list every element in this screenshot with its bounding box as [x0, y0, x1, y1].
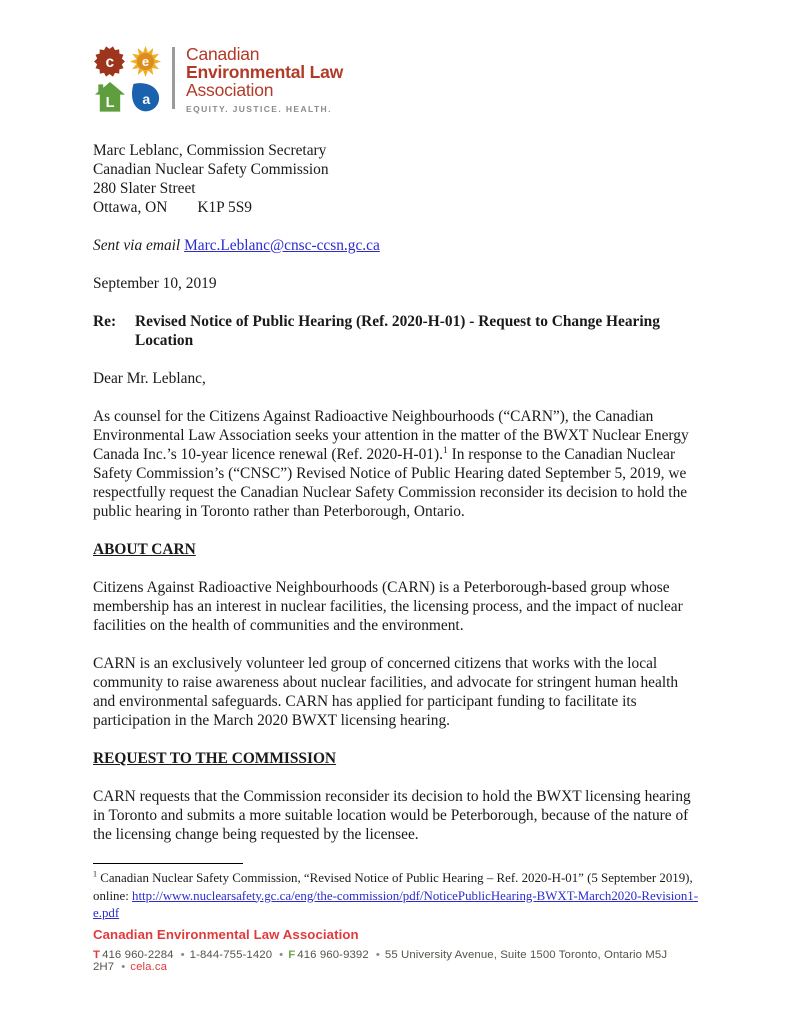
logo-org-line2: Environmental Law — [186, 62, 344, 82]
footnote-block — [93, 863, 705, 923]
recipient-city-line — [93, 198, 703, 217]
phone-label: T — [93, 949, 101, 961]
logo-tagline: EQUITY. JUSTICE. HEALTH. — [186, 104, 332, 114]
sun-icon — [129, 45, 162, 78]
cela-logo — [93, 45, 703, 114]
re-label: Re: — [93, 313, 117, 330]
phone-number-2: 1-844-755-1420 — [189, 949, 273, 961]
footnote-citation: Canadian Nuclear Safety Commission, “Revised Notice of Public Hearing – Ref. 2020-H-01” (5 September 2019), online: — [93, 871, 693, 903]
re-subject: Revised Notice of Public Hearing (Ref. 2020-H-01) - Request to Change Hearing Location — [135, 313, 660, 349]
recipient-postal: K1P 5S9 — [197, 199, 252, 216]
footer-org-name: Canadian Environmental Law Association — [93, 927, 359, 942]
footnote-rule — [93, 863, 243, 864]
bullet-separator: • — [375, 949, 380, 961]
leaf-icon — [93, 45, 126, 78]
logo-separator — [172, 47, 175, 109]
sun-letter: e — [141, 54, 150, 70]
cela-logo-icons — [93, 45, 162, 114]
p1-text-after-footnote: In response to the Canadian Nuclear Safety Commission’s (“CNSC”) Revised Notice of Public Hearing dated September 5, 2019, we respectfully request the Canadian Nuclear Safety Commission reconsider its decision to hold the public hearing in Toronto rather than Peterborough, Ontario. — [93, 446, 688, 520]
sent-via-line — [93, 236, 703, 255]
paragraph-intro — [93, 407, 703, 521]
bullet-separator: • — [180, 949, 185, 961]
logo-wordmark — [186, 45, 343, 114]
fax-number: 416 960-9392 — [297, 949, 369, 961]
logo-org-line3: Association — [186, 80, 274, 100]
heading-request: REQUEST TO THE COMMISSION — [93, 750, 337, 767]
phone-number-1: 416 960-2284 — [102, 949, 174, 961]
bullet-separator: • — [121, 961, 126, 973]
paragraph-about-2: CARN is an exclusively volunteer led group of concerned citizens that works with the local community to raise awareness about nuclear facilities, and advocate for stringent human health and environmental safeguards. CARN has applied for participant funding to facilitate its participation in the March 2020 BWXT licensing hearing. — [93, 655, 679, 729]
sent-via-label: Sent via email — [93, 237, 181, 254]
recipient-street: 280 Slater Street — [93, 180, 196, 197]
footer-address: 55 University Avenue, Suite 1500 Toronto, Ontario M5J 2H7 — [93, 949, 668, 973]
paragraph-about-1: Citizens Against Radioactive Neighbourhoods (CARN) is a Peterborough-based group whose membership has an interest in nuclear facilities, the licensing process, and the impact of nuclear facilities on the health of communities and the environment. — [93, 579, 683, 634]
house-letter: L — [105, 95, 115, 112]
website-link[interactable]: cela.ca — [130, 961, 168, 973]
recipient-org: Canadian Nuclear Safety Commission — [93, 161, 329, 178]
drop-letter: a — [142, 90, 151, 107]
footer-contact-line — [93, 949, 733, 973]
paragraph-request: CARN requests that the Commission reconsider its decision to hold the BWXT licensing hearing in Toronto and submits a more suitable location would be Peterborough, because of the nature of the licensing change being requested by the licensee. — [93, 788, 691, 843]
drop-icon — [129, 81, 162, 114]
house-icon — [93, 81, 126, 114]
page-footer — [93, 927, 733, 973]
logo-org-line1: Canadian — [186, 44, 260, 64]
recipient-name: Marc Leblanc, Commission Secretary — [93, 142, 327, 159]
letter-date: September 10, 2019 — [93, 275, 217, 292]
recipient-city: Ottawa, ON — [93, 199, 168, 216]
heading-about-carn: ABOUT CARN — [93, 541, 196, 558]
footnote-reference: 1 — [442, 444, 448, 456]
fax-label: F — [288, 949, 296, 961]
footnote-link[interactable]: http://www.nuclearsafety.gc.ca/eng/the-commission/pdf/NoticePublicHearing-BWXT-March2020-Revision1-e.pdf — [93, 888, 698, 920]
leaf-letter: c — [105, 53, 115, 71]
footnote-number: 1 — [93, 869, 97, 879]
salutation: Dear Mr. Leblanc, — [93, 370, 206, 387]
re-line — [93, 312, 703, 350]
recipient-address — [93, 141, 703, 217]
p1-text-before-footnote: As counsel for the Citizens Against Radioactive Neighbourhoods (“CARN”), the Canadian Environmental Law Association seeks your attention in the matter of the BWXT Nuclear Energy Canada Inc.’s 10-year licence renewal (Ref. 2020-H-01). — [93, 408, 689, 463]
bullet-separator: • — [279, 949, 284, 961]
email-link[interactable]: Marc.Leblanc@cnsc-ccsn.gc.ca — [184, 237, 380, 254]
footnote-text — [93, 870, 705, 923]
